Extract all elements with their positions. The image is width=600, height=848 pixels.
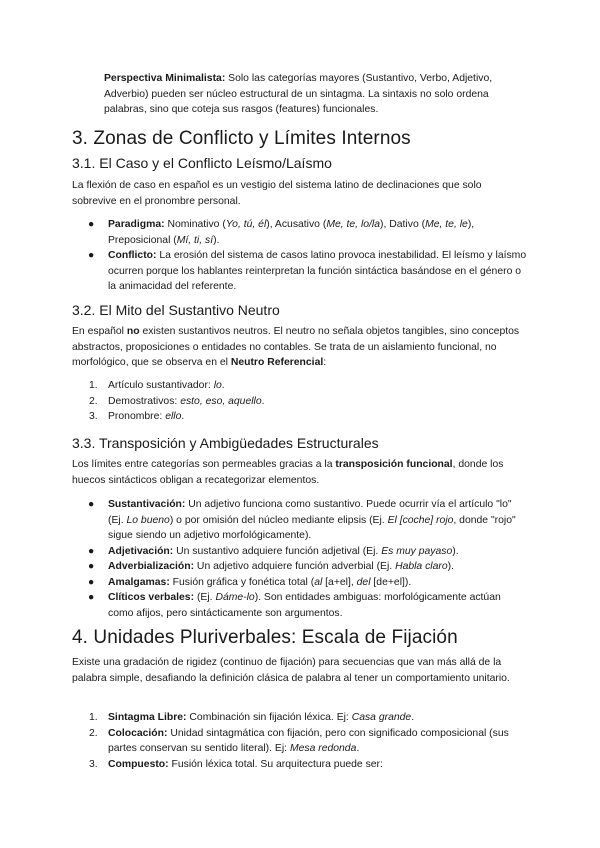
item-number: 2. bbox=[89, 395, 98, 407]
item-number: 2. bbox=[89, 727, 98, 739]
intro-text: Los límites entre categorías son permeables gracias a la bbox=[72, 459, 336, 470]
section-3-2-intro bbox=[72, 324, 528, 371]
item-italic: al bbox=[314, 576, 323, 588]
item-italic: El [coche] rojo bbox=[387, 514, 454, 526]
item-number: 1. bbox=[89, 712, 98, 723]
list-item bbox=[72, 248, 528, 295]
item-italic: Lo bueno bbox=[126, 514, 170, 526]
note-text: Solo las categorías mayores (Sustantivo, Verbo, Adjetivo, Adverbio) pueden ser núcleo estructural de un sintagma. La sintaxis no solo ordena palabras, sino que coteja sus rasgos (features) funcionales. bbox=[104, 73, 493, 115]
list-item bbox=[72, 394, 528, 410]
item-label: Sintagma Libre: bbox=[108, 712, 187, 723]
list-item bbox=[72, 757, 528, 773]
item-italic: lo bbox=[213, 380, 222, 391]
item-italic: Yo, tú, él bbox=[225, 219, 267, 230]
item-text: Un adjetivo funciona como sustantivo. Puede ocurrir vía el artículo "lo" (Ej. bbox=[108, 499, 512, 526]
section-3-heading: 3. Zonas de Conflicto y Límites Internos bbox=[72, 128, 411, 149]
item-text: Combinación sin fijación léxica. Ej: bbox=[186, 712, 352, 723]
minimalist-perspective-note bbox=[104, 71, 504, 118]
section-3-3-intro bbox=[72, 457, 528, 488]
item-italic: Casa grande bbox=[351, 712, 412, 723]
intro-text: , donde los huecos sintácticos obligan a recategorizar elementos. bbox=[72, 459, 504, 486]
item-label: Colocación: bbox=[108, 727, 168, 739]
section-3-2-heading: 3.2. El Mito del Sustantivo Neutro bbox=[72, 302, 280, 318]
list-item bbox=[72, 726, 528, 757]
item-text: Un adjetivo adquiere función adverbial (Ej. bbox=[194, 561, 396, 572]
list-item bbox=[72, 575, 528, 591]
bullet-icon: ● bbox=[88, 219, 95, 230]
item-text: Nominativo ( bbox=[164, 219, 226, 230]
section-3-1-intro: La flexión de caso en español es un vestigio del sistema latino de declinaciones que solo sobrevive en el pronombre personal. bbox=[72, 180, 482, 207]
list-item bbox=[72, 559, 528, 575]
item-text: Un sustantivo adquiere función adjetival (Ej. bbox=[173, 545, 382, 557]
item-text: Fusión léxica total. Su arquitectura puede ser: bbox=[168, 758, 383, 770]
list-item bbox=[72, 710, 528, 726]
item-italic: Mí, ti, sí bbox=[176, 234, 214, 246]
bullet-icon: ● bbox=[88, 592, 95, 603]
list-item bbox=[72, 378, 528, 394]
section-4-intro: Existe una gradación de rigidez (continuo de fijación) para secuencias que van más allá de la palabra simple, desafiando la definición clásica de palabra al tener un comportamiento unitario. bbox=[72, 657, 510, 684]
intro-bold: transposición funcional bbox=[335, 459, 453, 470]
item-label: Adverbialización: bbox=[108, 561, 195, 572]
intro-bold: Neutro Referencial bbox=[230, 357, 324, 368]
item-label: Compuesto: bbox=[108, 758, 169, 770]
item-text: Pronombre: bbox=[108, 411, 166, 422]
item-text: ). Son entidades ambiguas: morfológicamente actúan como afijos, pero sintácticamente son argumentos. bbox=[108, 592, 501, 619]
item-italic: Mesa redonda bbox=[289, 743, 357, 754]
item-text: (Ej. bbox=[194, 592, 216, 603]
list-item bbox=[72, 544, 528, 560]
item-label: Paradigma: bbox=[108, 219, 165, 230]
item-text: ). bbox=[213, 234, 220, 246]
item-label: Adjetivación: bbox=[108, 545, 174, 557]
item-text: ). bbox=[447, 561, 454, 572]
list-item bbox=[72, 497, 528, 544]
section-3-1-heading: 3.1. El Caso y el Conflicto Leísmo/Laísmo bbox=[72, 155, 332, 171]
item-text: . bbox=[181, 411, 185, 422]
item-number: 3. bbox=[89, 758, 98, 770]
item-label: Amalgamas: bbox=[108, 576, 170, 588]
bullet-icon: ● bbox=[88, 576, 95, 588]
item-text: . bbox=[411, 712, 415, 723]
intro-text: : bbox=[323, 357, 327, 368]
item-label: Conflicto: bbox=[108, 250, 157, 261]
item-text: ) o por omisión del núcleo mediante elipsis (Ej. bbox=[169, 514, 388, 526]
item-label: Sustantivación: bbox=[108, 499, 186, 510]
item-italic: Me, te, lo/la bbox=[326, 219, 381, 230]
item-text: Unidad sintagmática con fijación, pero con significado composicional (sus partes conservan su sentido literal). Ej: bbox=[108, 727, 509, 754]
item-text: . bbox=[221, 380, 225, 391]
note-label: Perspectiva Minimalista: bbox=[104, 73, 226, 84]
item-text: . bbox=[261, 395, 265, 407]
item-text: ), Preposicional ( bbox=[108, 219, 475, 246]
item-text: [de+el]). bbox=[370, 576, 412, 588]
list-item bbox=[72, 409, 528, 425]
item-italic: Me, te, le bbox=[425, 219, 468, 230]
item-number: 3. bbox=[89, 411, 98, 422]
item-italic: Es muy payaso bbox=[381, 545, 453, 557]
bullet-icon: ● bbox=[88, 250, 95, 261]
bullet-icon: ● bbox=[88, 561, 95, 572]
item-label: Clíticos verbales: bbox=[108, 592, 195, 603]
item-text: ). bbox=[452, 545, 459, 557]
section-3-1-bullets bbox=[72, 217, 528, 295]
item-italic: Dáme-lo bbox=[215, 592, 255, 603]
list-item bbox=[72, 217, 528, 248]
item-text: ), Acusativo ( bbox=[266, 219, 327, 230]
intro-text: existen sustantivos neutros. El neutro no señala objetos tangibles, sino conceptos abstractos, proposiciones o entidades no contables. Se trata de un aislamiento funcional, no morfológico, que se observa en el bbox=[72, 326, 520, 368]
item-text: La erosión del sistema de casos latino provoca inestabilidad. El leísmo y laísmo ocurren porque los hablantes reinterpretan la función sintáctica basándose en el género o la animacidad del referente. bbox=[108, 250, 527, 292]
item-number: 1. bbox=[89, 380, 98, 391]
item-text: , donde "rojo" sigue siendo un adjetivo morfológicamente). bbox=[108, 514, 516, 541]
intro-text: En español bbox=[72, 326, 127, 337]
section-3-3-heading: 3.3. Transposición y Ambigüedades Estructurales bbox=[72, 435, 379, 451]
item-text: Artículo sustantivador: bbox=[108, 380, 214, 391]
intro-bold: no bbox=[126, 326, 140, 337]
item-italic: esto, eso, aquello bbox=[180, 395, 262, 407]
section-4-numbered-list bbox=[72, 710, 528, 772]
item-italic: Habla claro bbox=[395, 561, 448, 572]
bullet-icon: ● bbox=[88, 499, 95, 510]
item-italic: del bbox=[356, 576, 371, 588]
bullet-icon: ● bbox=[88, 545, 95, 557]
item-text: Fusión gráfica y fonética total ( bbox=[169, 576, 315, 588]
item-text: . bbox=[356, 743, 360, 754]
section-3-2-numbered-list bbox=[72, 378, 528, 425]
item-text: ), Dativo ( bbox=[380, 219, 426, 230]
section-3-3-bullets bbox=[72, 497, 528, 621]
section-4-heading: 4. Unidades Pluriverbales: Escala de Fijación bbox=[72, 627, 458, 648]
item-italic: ello bbox=[165, 411, 182, 422]
item-text: Demostrativos: bbox=[108, 395, 181, 407]
item-text: [a+el], bbox=[322, 576, 357, 588]
list-item bbox=[72, 590, 528, 621]
